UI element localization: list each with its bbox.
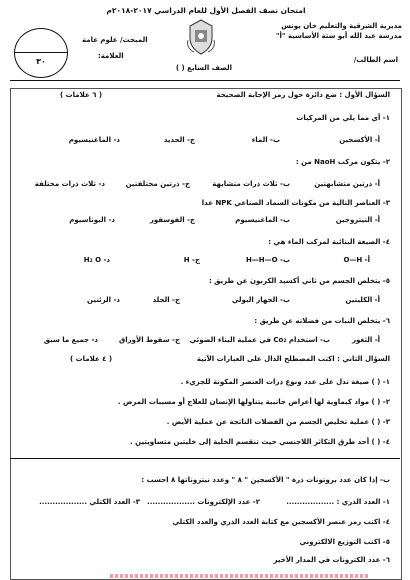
class-label: الصف السابع ( ) xyxy=(175,64,232,72)
q1-item5-opt-d[interactable]: د- الرئتين xyxy=(87,296,120,304)
header-divider xyxy=(10,80,400,81)
exam-title: امتحان نصف الفصل الأول للعام الدراسي ٢٠١٧-٢٠١٨م xyxy=(106,6,306,15)
q1-item4-opt-d[interactable]: د- H₂ O xyxy=(83,256,110,264)
score-circle xyxy=(14,28,68,78)
q1-item3-opt-b[interactable]: ب- الماغنيسيوم xyxy=(235,216,290,224)
grade-label: العلامة: xyxy=(98,52,124,60)
score-total: ٣٠ xyxy=(36,57,46,66)
q3-item3[interactable]: ٣- العدد الكتلي .................. xyxy=(39,498,140,506)
q1-item4-opt-a[interactable]: أ- O—H xyxy=(343,256,370,264)
q1-item3-opt-a[interactable]: أ- النيتروجين xyxy=(335,216,380,224)
subject-label: المبحث/ علوم عامة xyxy=(82,36,148,44)
q2-item2[interactable]: ٢- ( ) مواد كيماوية لها أعراض جانبية يتناولها الإنسان للعلاج أو مسببات المرض . xyxy=(117,398,390,406)
school-name: مدرسة عبد الله أبو ستة الأساسية "أ" xyxy=(275,32,402,40)
q1-item6-opt-b[interactable]: ب- استخدام Co₂ في عملية البناء الضوئي xyxy=(189,336,330,344)
q1-item3-opt-d[interactable]: د- البوتاسيوم xyxy=(69,216,115,224)
q1-item1-opt-b[interactable]: ب- الماء xyxy=(251,136,280,144)
q1-item4-opt-c[interactable]: ج- H xyxy=(183,256,200,264)
q1-item3-stem: ٣- العناصر التالية من مكونات السماد الصناعي NPK عدا xyxy=(201,199,390,207)
q2-title: السؤال الثاني : اكتب المصطلح الدال على العبارات الآتية xyxy=(196,355,390,363)
q1-item4-stem: ٤- الصيغة البنائية لمركب الماء هي : xyxy=(268,238,390,246)
q2-item1[interactable]: ١- ( ) صيغة تدل على عدد ونوع ذرات العنصر المكونة للجزيء . xyxy=(180,378,390,386)
directorate: مديرية الشرقية والتعليم خان يونس xyxy=(281,22,402,30)
q3-item1[interactable]: ١- العدد الذري : .................. xyxy=(286,498,390,506)
q1-item2-opt-c[interactable]: ج- ذرتين مختلفتين xyxy=(125,180,190,188)
q1-item2-opt-b[interactable]: ب- ثلاث ذرات متشابهة xyxy=(212,180,290,188)
q3-item4[interactable]: ٤- اكتب رمز عنصر الأكسجين مع كتابة العدد الذري والعدد الكتلي xyxy=(172,518,390,526)
q2-item4[interactable]: ٤- ( ) أحد طرق التكاثر اللاجنسي حيث تنقسم الخلية إلى خليتين متساويتين . xyxy=(130,438,390,446)
q1-item1-opt-a[interactable]: أ- الأكسجين xyxy=(339,136,380,144)
emblem-logo xyxy=(184,18,218,56)
q1-item2-stem: ٢- يتكون مركب NaoH من : xyxy=(295,158,390,166)
q1-item2-opt-d[interactable]: د- ثلاث ذرات مختلفة xyxy=(34,180,105,188)
q2-marks: ( ٤ علامات ) xyxy=(70,355,113,363)
q1-item6-stem: ٦- يتخلص النبات من فضلاته عن طريق : xyxy=(254,317,390,325)
q1-item5-opt-b[interactable]: ب- الجهاز البولي xyxy=(231,296,290,304)
q1-item1-opt-c[interactable]: ج- الحديد xyxy=(163,136,195,144)
q3-stem: ب- إذا كان عدد بروتونات ذرة " الأكسجين " ٨ " وعدد نيتروناتها ٨ احسب : xyxy=(141,476,390,484)
q1-item6-opt-c[interactable]: ج- سقوط الأوراق xyxy=(118,336,180,344)
q1-item4-opt-b[interactable]: ب- H—H—O xyxy=(245,256,290,264)
q1-item2-opt-a[interactable]: أ- ذرتين متشابهتين xyxy=(314,180,380,188)
q1-item3-opt-c[interactable]: ج- الفوسفور xyxy=(149,216,195,224)
q1-item5-opt-a[interactable]: أ- الكليتين xyxy=(345,296,380,304)
q1-marks: ( ٦ علامات ) xyxy=(60,91,103,99)
q3-item2[interactable]: ٢- عدد الإلكترونات .................. xyxy=(147,498,260,506)
q1-item5-stem: ٥- يتخلص الجسم من ثاني أكسيد الكربون عن طريق : xyxy=(208,277,390,285)
q3-item6[interactable]: ٦- عدد الكترونات في المدار الأخير xyxy=(273,556,390,564)
footer-watermark-line xyxy=(110,574,370,578)
q1-item1-stem: ١- أي مما يلي من المركبات xyxy=(296,114,390,122)
q1-item1-opt-d[interactable]: د- الماغنيسيوم xyxy=(68,136,120,144)
q1-item6-opt-a[interactable]: أ- الثغور xyxy=(352,336,380,344)
q3-item5[interactable]: ٥- اكتب التوزيع الالكتروني xyxy=(299,538,390,546)
student-name-label: اسم الطالب/ xyxy=(353,56,398,64)
q1-title: السؤال الأول : ضع دائرة حول رمز الإجابة الصحيحة xyxy=(216,91,390,99)
section-divider xyxy=(10,458,400,459)
q1-item5-opt-c[interactable]: ج- الجلد xyxy=(152,296,180,304)
q2-item3[interactable]: ٣- ( ) عملية تخليص الجسم من الفضلات الناتجة عن عملية الأيض . xyxy=(166,418,390,426)
q1-item6-opt-d[interactable]: د- جميع ما سبق xyxy=(43,336,98,344)
